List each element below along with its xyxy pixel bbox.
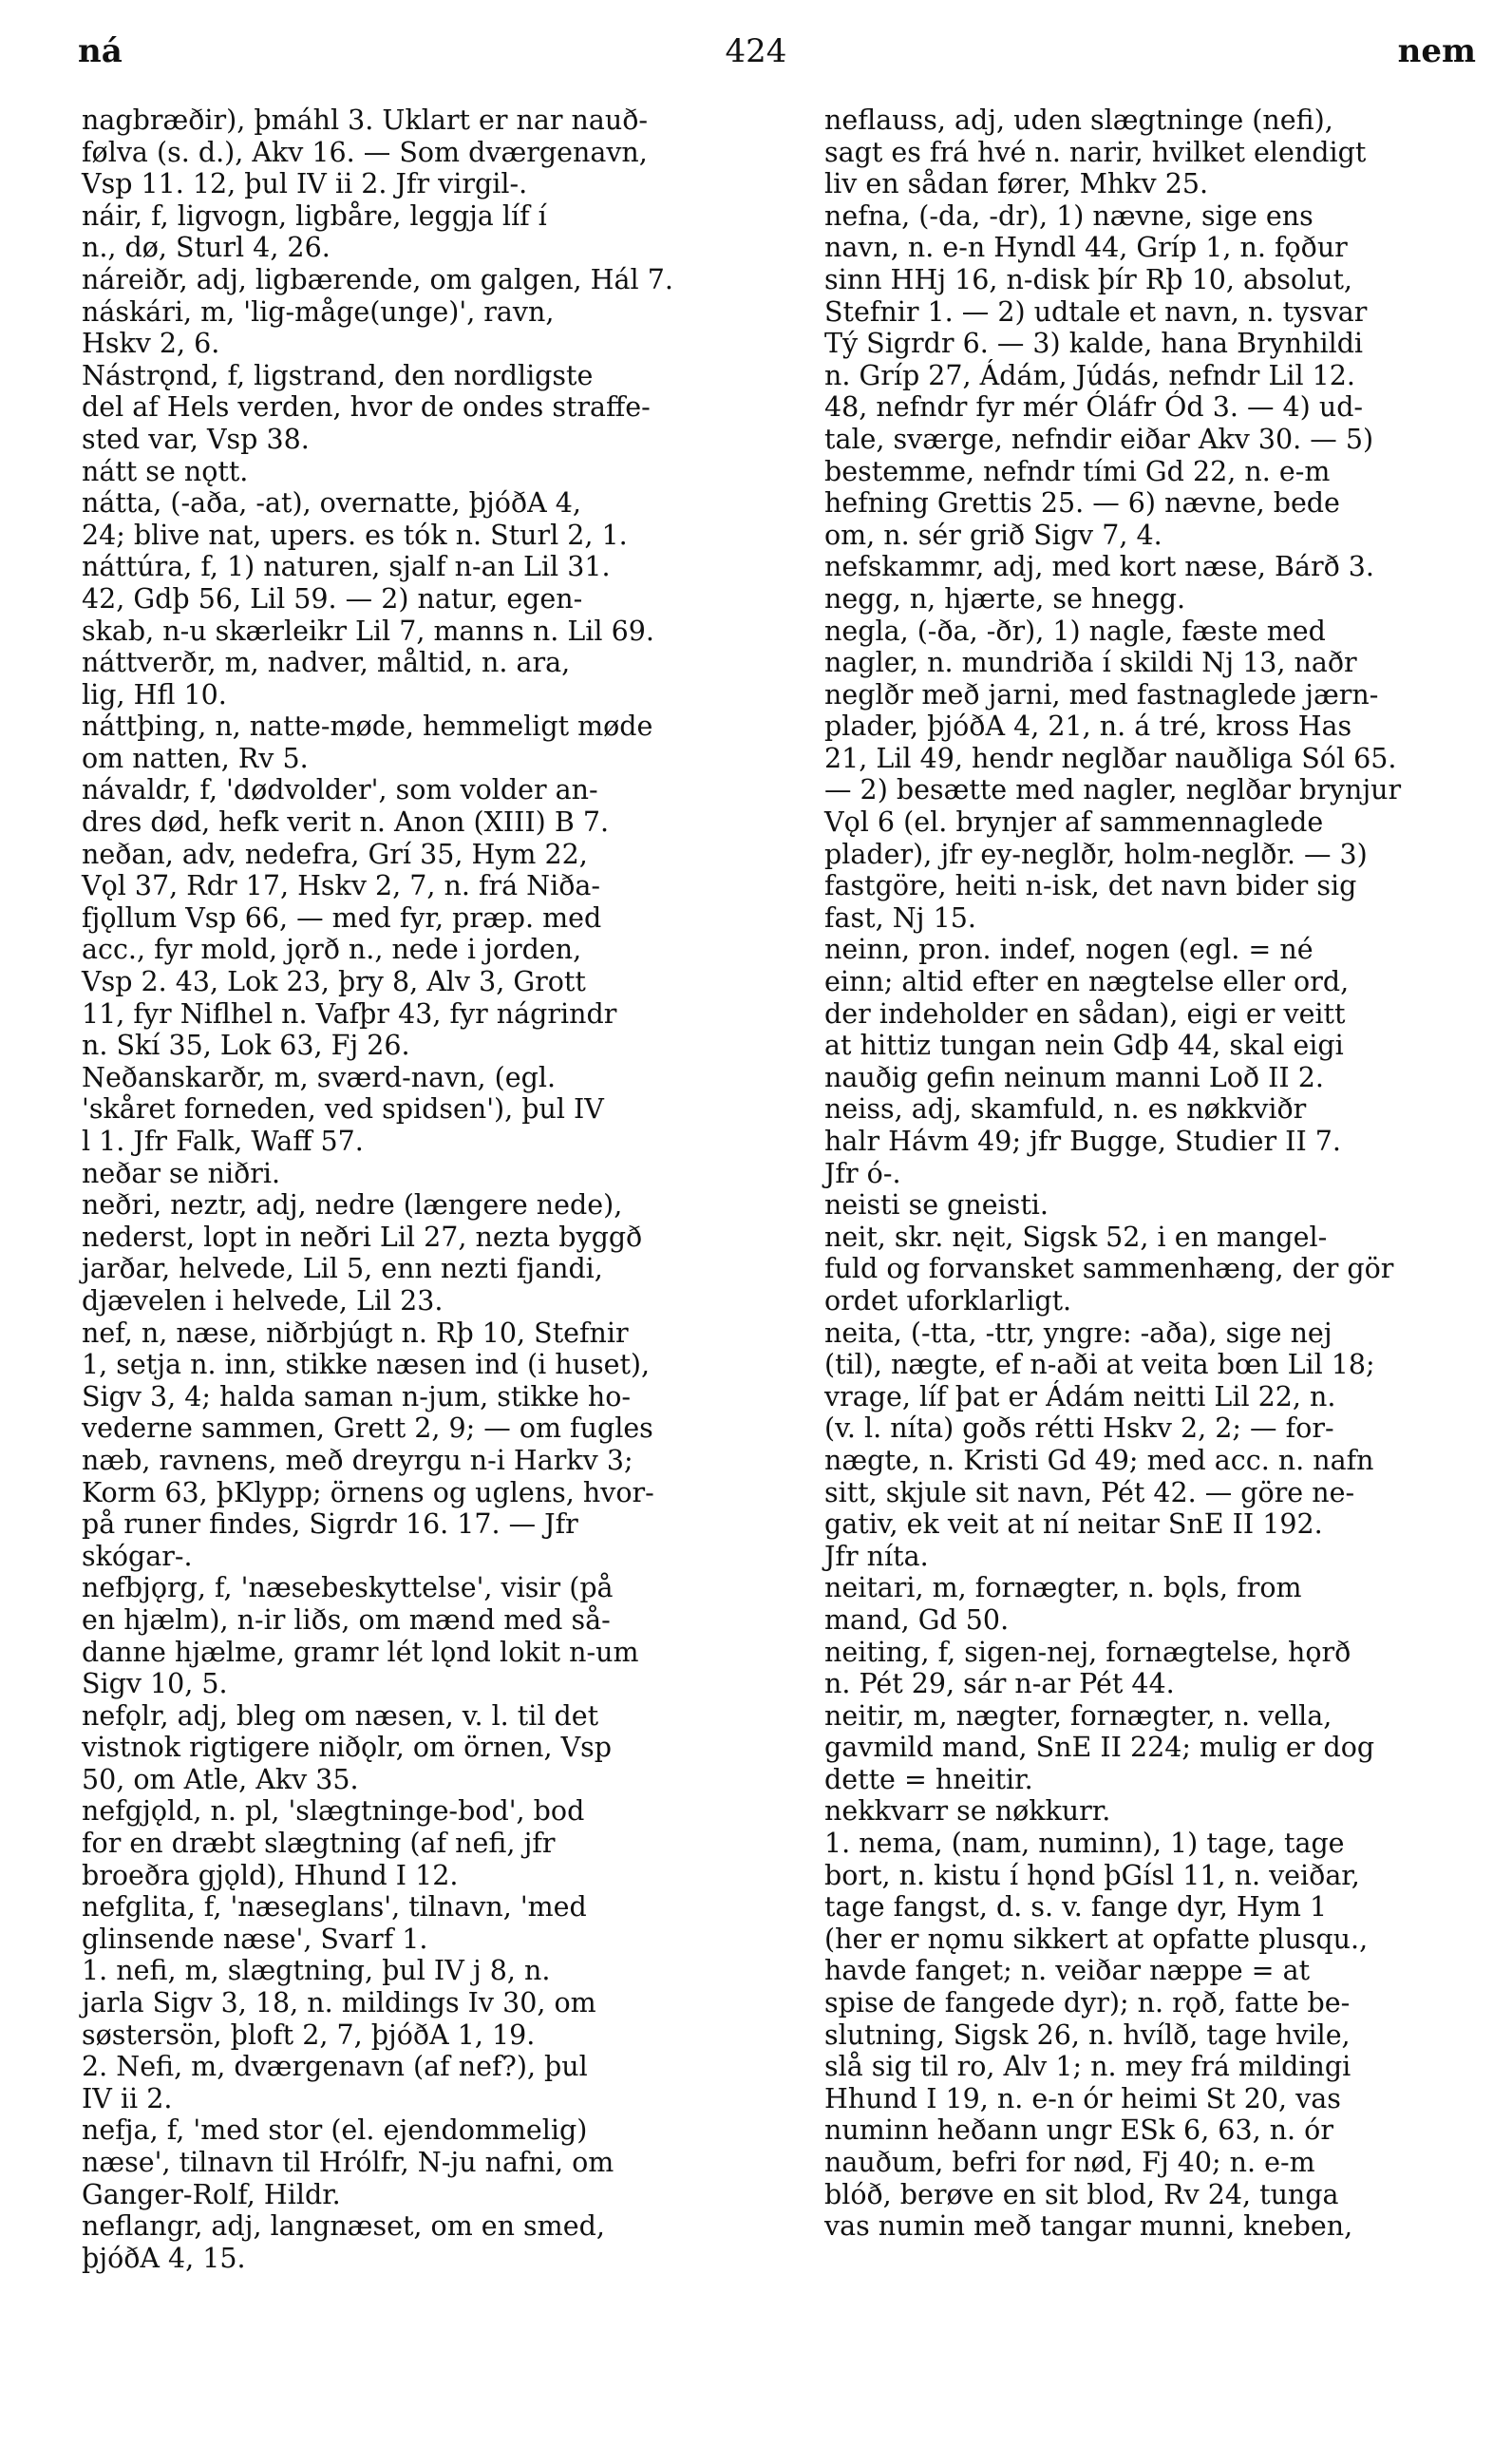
dictionary-line: nefja, f, 'med stor (el. ejendommelig) <box>82 2114 588 2147</box>
dictionary-line: glinsende næse', Svarf 1. <box>82 1923 428 1955</box>
dictionary-line: neiting, f, sigen-nej, fornægtelse, hǫrð <box>824 1636 1351 1668</box>
dictionary-line: liv en sådan fører, Mhkv 25. <box>824 168 1209 200</box>
dictionary-line: 24; blive nat, upers. es tók n. Sturl 2, 1. <box>82 519 628 551</box>
dictionary-line: náreiðr, adj, ligbærende, om galgen, Hál 7. <box>82 263 673 295</box>
dictionary-line: 21, Lil 49, hendr neglðar nauðliga Sól 65. <box>824 742 1397 774</box>
dictionary-line: 1, setja n. inn, stikke næsen ind (i huset), <box>82 1349 651 1381</box>
dictionary-line: Vǫl 6 (el. brynjer af sammennaglede <box>824 806 1324 839</box>
dictionary-line: fast, Nj 15. <box>824 901 976 934</box>
dictionary-line: djævelen i helvede, Lil 23. <box>82 1284 444 1317</box>
dictionary-line: neinn, pron. indef, nogen (egl. = né <box>824 934 1314 966</box>
dictionary-line: náttþing, n, natte-møde, hemmeligt møde <box>82 711 653 743</box>
dictionary-line: skab, n-u skærleikr Lil 7, manns n. Lil 69. <box>82 615 654 647</box>
dictionary-line: lig, Hfl 10. <box>82 678 227 711</box>
dictionary-line: acc., fyr mold, jǫrð n., nede i jorden, <box>82 934 582 966</box>
dictionary-line: fjǫllum Vsp 66, — med fyr, præp. med <box>82 901 602 934</box>
dictionary-line: slutning, Sigsk 26, n. hvílð, tage hvile, <box>824 2019 1351 2051</box>
dictionary-line: vistnok rigtigere niðǫlr, om örnen, Vsp <box>82 1732 613 1764</box>
dictionary-line: náttverðr, m, nadver, måltid, n. ara, <box>82 647 571 679</box>
dictionary-line: nekkvarr se nøkkurr. <box>824 1795 1111 1828</box>
dictionary-line: nefglita, f, 'næseglans', tilnavn, 'med <box>82 1891 587 1924</box>
right-column <box>824 104 1503 2243</box>
dictionary-line: neflangr, adj, langnæset, om en smed, <box>82 2210 605 2243</box>
page-header <box>0 32 1512 70</box>
dictionary-line: jarla Sigv 3, 18, n. mildings Iv 30, om <box>82 1987 596 2019</box>
dictionary-line: jarðar, helvede, Lil 5, enn nezti fjandi, <box>82 1253 603 1285</box>
dictionary-line: sitt, skjule sit navn, Pét 42. — göre ne- <box>824 1476 1355 1508</box>
dictionary-line: — 2) besætte med nagler, neglðar brynjur <box>824 774 1402 806</box>
dictionary-line: vas numin með tangar munni, kneben, <box>824 2210 1353 2243</box>
dictionary-line: hefning Grettis 25. — 6) nævne, bede <box>824 487 1340 520</box>
dictionary-line: neitari, m, fornægter, n. bǫls, from <box>824 1572 1302 1604</box>
dictionary-line: nederst, lopt in neðri Lil 27, nezta byggð <box>82 1221 643 1253</box>
dictionary-line: nagbræðir), þmáhl 3. Uklart er nar nauð- <box>82 104 649 136</box>
dictionary-line: neita, (-tta, -ttr, yngre: -aða), sige nej <box>824 1317 1332 1349</box>
dictionary-line: neiss, adj, skamfuld, n. es nøkkviðr <box>824 1093 1307 1126</box>
dictionary-line: nauðum, befri for nød, Fj 40; n. e-m <box>824 2147 1315 2178</box>
dictionary-line: om, n. sér grið Sigv 7, 4. <box>824 519 1162 551</box>
dictionary-line: der indeholder en sådan), eigi er veitt <box>824 997 1346 1030</box>
dictionary-line: Jfr níta. <box>824 1540 929 1572</box>
dictionary-line: neisti se gneisti. <box>824 1189 1049 1222</box>
dictionary-line: danne hjælme, gramr lét lǫnd lokit n-um <box>82 1636 639 1668</box>
dictionary-line: 42, Gdþ 56, Lil 59. — 2) natur, egen- <box>82 582 583 615</box>
dictionary-line: broeðra gjǫld), Hhund I 12. <box>82 1859 459 1891</box>
dictionary-line: spise de fangede dyr); n. rǫð, fatte be- <box>824 1987 1351 2019</box>
dictionary-line: 11, fyr Niflhel n. Vafþr 43, fyr nágrindr <box>82 997 617 1030</box>
dictionary-line: Vsp 2. 43, Lok 23, þry 8, Alv 3, Grott <box>82 966 586 998</box>
dictionary-line: næb, ravnens, með dreyrgu n-i Harkv 3; <box>82 1444 633 1476</box>
dictionary-line: Ganger-Rolf, Hildr. <box>82 2178 341 2210</box>
dictionary-line: Sigv 10, 5. <box>82 1668 228 1700</box>
dictionary-line: neit, skr. nęit, Sigsk 52, i en mangel- <box>824 1221 1328 1253</box>
dictionary-line: bort, n. kistu í hǫnd þGísl 11, n. veiðar, <box>824 1859 1360 1891</box>
dictionary-line: (v. l. níta) goðs rétti Hskv 2, 2; — for- <box>824 1412 1334 1445</box>
dictionary-line: mand, Gd 50. <box>824 1603 1010 1636</box>
dictionary-line: fastgöre, heiti n-isk, det navn bider sig <box>824 870 1357 902</box>
header-left-guide-word: ná <box>78 32 123 70</box>
dictionary-line: einn; altid efter en nægtelse eller ord, <box>824 966 1350 998</box>
dictionary-line: om natten, Rv 5. <box>82 742 309 774</box>
dictionary-line: søstersön, þloft 2, 7, þjóðA 1, 19. <box>82 2019 536 2051</box>
dictionary-line: sinn HHj 16, n-disk þír Rþ 10, absolut, <box>824 263 1352 295</box>
dictionary-line: en hjælm), n-ir liðs, om mænd med så- <box>82 1603 611 1636</box>
header-right-guide-word: nem <box>1397 32 1476 70</box>
dictionary-line: nátta, (-aða, -at), overnatte, þjóðA 4, <box>82 487 581 520</box>
dictionary-line: neglðr með jarni, med fastnaglede jærn- <box>824 678 1379 711</box>
dictionary-line: havde fanget; n. veiðar næppe = at <box>824 1955 1311 1987</box>
dictionary-line: 1. nefi, m, slægtning, þul IV j 8, n. <box>82 1955 551 1987</box>
dictionary-line: Sigv 3, 4; halda saman n-jum, stikke ho- <box>82 1380 632 1412</box>
dictionary-line: tage fangst, d. s. v. fange dyr, Hym 1 <box>824 1891 1328 1924</box>
dictionary-line: Korm 63, þKlypp; örnens og uglens, hvor- <box>82 1476 654 1508</box>
dictionary-line: navn, n. e-n Hyndl 44, Gríp 1, n. fǫður <box>824 232 1348 264</box>
dictionary-line: sted var, Vsp 38. <box>82 423 310 455</box>
dictionary-line: dres død, hefk verit n. Anon (XIII) B 7. <box>82 806 610 839</box>
dictionary-line: negg, n, hjærte, se hnegg. <box>824 582 1186 615</box>
dictionary-line: slå sig til ro, Alv 1; n. mey frá mildingi <box>824 2051 1351 2083</box>
dictionary-line: næse', tilnavn til Hrólfr, N-ju nafni, om <box>82 2147 614 2178</box>
dictionary-line: dette = hneitir. <box>824 1763 1033 1795</box>
dictionary-line: gavmild mand, SnE II 224; mulig er dog <box>824 1732 1375 1764</box>
dictionary-line: neflauss, adj, uden slægtninge (nefi), <box>824 104 1333 136</box>
dictionary-line: neitir, m, nægter, fornægter, n. vella, <box>824 1699 1332 1732</box>
dictionary-line: gativ, ek veit at ní neitar SnE II 192. <box>824 1508 1323 1541</box>
dictionary-line: neðri, neztr, adj, nedre (længere nede), <box>82 1189 623 1222</box>
dictionary-line: tale, sværge, nefndir eiðar Akv 30. — 5) <box>824 423 1374 455</box>
dictionary-line: n. Gríp 27, Ádám, Júdás, nefndr Lil 12. <box>824 359 1355 391</box>
dictionary-line: vederne sammen, Grett 2, 9; — om fugles <box>82 1412 653 1445</box>
dictionary-line: 50, om Atle, Akv 35. <box>82 1763 359 1795</box>
dictionary-line: negla, (-ða, -ðr), 1) nagle, fæste med <box>824 615 1326 647</box>
dictionary-line: skógar-. <box>82 1540 193 1572</box>
left-column <box>82 104 761 2274</box>
dictionary-line: fuld og forvansket sammenhæng, der gör <box>824 1253 1394 1285</box>
dictionary-line: náttúra, f, 1) naturen, sjalf n-an Lil 31. <box>82 551 611 583</box>
dictionary-line: Stefnir 1. — 2) udtale et navn, n. tysvar <box>824 295 1368 328</box>
dictionary-line: Vsp 11. 12, þul IV ii 2. Jfr virgil-. <box>82 168 528 200</box>
dictionary-line: náir, f, ligvogn, ligbåre, leggja líf í <box>82 199 547 232</box>
dictionary-line: nátt se nǫtt. <box>82 455 249 487</box>
dictionary-line: plader, þjóðA 4, 21, n. á tré, kross Has <box>824 711 1352 743</box>
dictionary-line: Nástrǫnd, f, ligstrand, den nordligste <box>82 359 594 391</box>
dictionary-line: ordet uforklarligt. <box>824 1284 1072 1317</box>
dictionary-line: følva (s. d.), Akv 16. — Som dværgenavn, <box>82 136 648 168</box>
dictionary-line: bestemme, nefndr tími Gd 22, n. e-m <box>824 455 1331 487</box>
dictionary-line: 1. nema, (nam, numinn), 1) tage, tage <box>824 1828 1345 1860</box>
dictionary-line: sagt es frá hvé n. narir, hvilket elendigt <box>824 136 1367 168</box>
dictionary-line: Vǫl 37, Rdr 17, Hskv 2, 7, n. frá Niða- <box>82 870 601 902</box>
dictionary-line: 48, nefndr fyr mér Óláfr Ód 3. — 4) ud- <box>824 391 1364 424</box>
dictionary-line: på runer findes, Sigrdr 16. 17. — Jfr <box>82 1508 578 1541</box>
dictionary-line: n. Skí 35, Lok 63, Fj 26. <box>82 1030 410 1062</box>
dictionary-line: IV ii 2. <box>82 2082 173 2114</box>
dictionary-line: l 1. Jfr Falk, Waff 57. <box>82 1126 364 1157</box>
dictionary-line: Neðanskarðr, m, sværd-navn, (egl. <box>82 1061 557 1093</box>
dictionary-line: návaldr, f, 'dødvolder', som volder an- <box>82 774 598 806</box>
dictionary-line: at hittiz tungan nein Gdþ 44, skal eigi <box>824 1030 1344 1062</box>
dictionary-line: nefskammr, adj, med kort næse, Bárð 3. <box>824 551 1374 583</box>
dictionary-line: 2. Nefi, m, dværgenavn (af nef?), þul <box>82 2051 588 2083</box>
dictionary-line: (til), nægte, ef n-aði at veita bœn Lil 18; <box>824 1349 1375 1381</box>
dictionary-line: neðar se niðri. <box>82 1157 281 1189</box>
dictionary-line: nauðig gefin neinum manni Loð II 2. <box>824 1061 1324 1093</box>
dictionary-line: numinn heðann ungr ESk 6, 63, n. ór <box>824 2114 1333 2147</box>
dictionary-line: halr Hávm 49; jfr Bugge, Studier II 7. <box>824 1126 1341 1157</box>
dictionary-line: blóð, berøve en sit blod, Rv 24, tunga <box>824 2178 1339 2210</box>
dictionary-line: þjóðA 4, 15. <box>82 2242 246 2274</box>
dictionary-line: n. Pét 29, sár n-ar Pét 44. <box>824 1668 1175 1700</box>
dictionary-line: nagler, n. mundriða í skildi Nj 13, naðr <box>824 647 1357 679</box>
dictionary-line: (her er nǫmu sikkert at opfatte plusqu., <box>824 1923 1369 1955</box>
dictionary-line: plader), jfr ey-neglðr, holm-neglðr. — 3) <box>824 838 1368 870</box>
dictionary-line: nægte, n. Kristi Gd 49; med acc. n. nafn <box>824 1444 1374 1476</box>
dictionary-line: Jfr ó-. <box>824 1157 901 1189</box>
dictionary-line: nefgjǫld, n. pl, 'slægtninge-bod', bod <box>82 1795 585 1828</box>
dictionary-line: nefna, (-da, -dr), 1) nævne, sige ens <box>824 199 1314 232</box>
dictionary-line: náskári, m, 'lig-måge(unge)', ravn, <box>82 295 555 328</box>
dictionary-line: neðan, adv, nedefra, Grí 35, Hym 22, <box>82 838 588 870</box>
dictionary-line: nefǫlr, adj, bleg om næsen, v. l. til det <box>82 1699 599 1732</box>
dictionary-line: Hskv 2, 6. <box>82 328 220 360</box>
dictionary-line: Tý Sigrdr 6. — 3) kalde, hana Brynhildi <box>824 328 1364 360</box>
dictionary-line: Hhund I 19, n. e-n ór heimi St 20, vas <box>824 2082 1341 2114</box>
dictionary-line: 'skåret forneden, ved spidsen'), þul IV <box>82 1093 604 1126</box>
dictionary-line: vrage, líf þat er Ádám neitti Lil 22, n. <box>824 1380 1336 1412</box>
dictionary-line: n., dø, Sturl 4, 26. <box>82 232 331 264</box>
dictionary-line: del af Hels verden, hvor de ondes straffe- <box>82 391 651 424</box>
dictionary-line: nefbjǫrg, f, 'næsebeskyttelse', visir (på <box>82 1572 614 1604</box>
dictionary-line: for en dræbt slægtning (af nefi, jfr <box>82 1828 556 1860</box>
page-number: 424 <box>725 32 787 70</box>
dictionary-line: nef, n, næse, niðrbjúgt n. Rþ 10, Stefnir <box>82 1317 629 1349</box>
